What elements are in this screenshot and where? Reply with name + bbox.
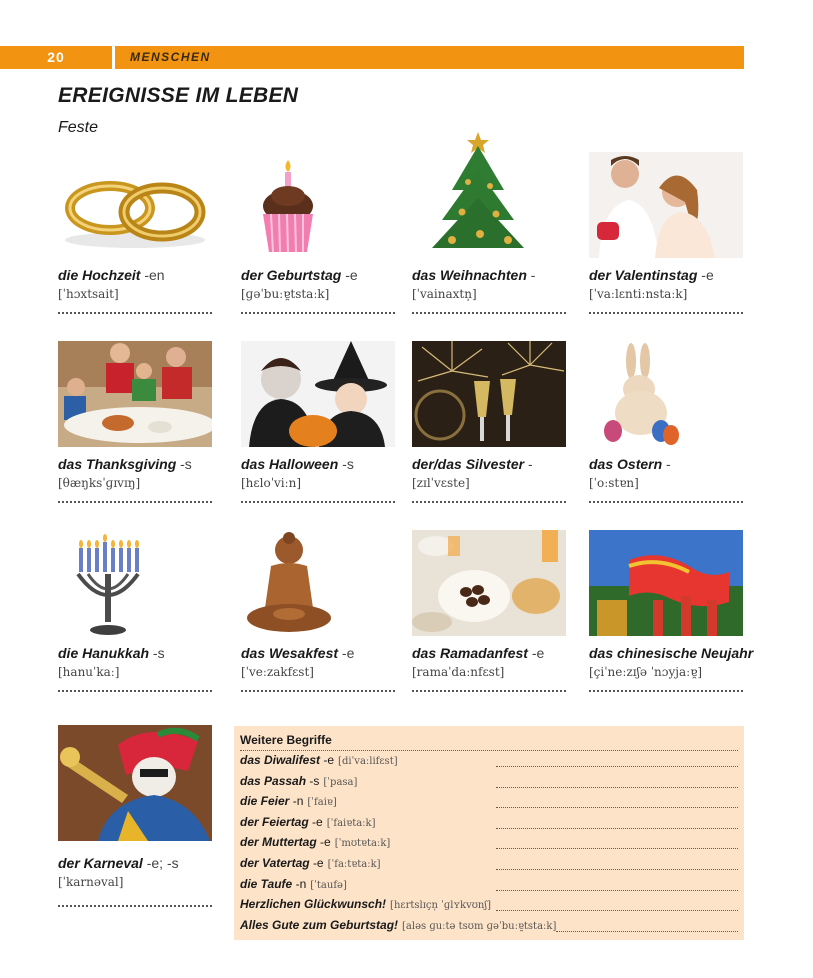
- term-label: das Weihnachten -: [412, 267, 536, 283]
- writing-line: [412, 501, 566, 503]
- vocab-row: das Passah -s [ˈpasa]: [240, 774, 738, 794]
- writing-line: [241, 312, 395, 314]
- writing-line: [496, 807, 738, 808]
- writing-line: [412, 312, 566, 314]
- ipa-label: [ɡəˈbuːɐ̯tstaːk]: [241, 287, 330, 301]
- term-label: das Ramadanfest -e: [412, 645, 545, 661]
- term-label: das Thanksgiving -s: [58, 456, 192, 472]
- vocab-row: die Taufe -n [ˈtaufə]: [240, 877, 738, 897]
- champagne-fireworks-image: [412, 341, 566, 447]
- family-dinner-image: [58, 341, 212, 447]
- writing-line: [412, 690, 566, 692]
- page-number: 20: [47, 49, 65, 65]
- ipa-label: [ramaˈdaːnfɛst]: [412, 665, 505, 679]
- vocab-row: Herzlichen Glückwunsch! [hɛrtslɪçn̩ ˈɡlʏkvʊnʃ]: [240, 897, 738, 917]
- halloween-kids-image: [241, 341, 395, 447]
- vocab-row: der Feiertag -e [ˈfaiɐtaːk]: [240, 815, 738, 835]
- page-title: EREIGNISSE IM LEBEN: [58, 84, 299, 107]
- ipa-label: [hɛloˈviːn]: [241, 476, 302, 490]
- couple-gift-image: [589, 152, 743, 258]
- writing-line: [589, 690, 743, 692]
- writing-line: [496, 848, 738, 849]
- page-subtitle: Feste: [58, 119, 99, 136]
- writing-line: [496, 787, 738, 788]
- term-label: der/das Silvester -: [412, 456, 533, 472]
- term-label: das Ostern -: [589, 456, 671, 472]
- vocab-row: Alles Gute zum Geburtstag! [aləs ɡuːtə tsʊm ɡəˈbuːɐ̯tstaːk]: [240, 918, 738, 938]
- ramadan-food-image: [412, 530, 566, 636]
- ipa-label: [ˈoːstɐn]: [589, 476, 639, 490]
- term-label: das Halloween -s: [241, 456, 354, 472]
- writing-line: [496, 766, 738, 767]
- term-label: die Hochzeit -en: [58, 267, 165, 283]
- writing-line: [58, 905, 212, 907]
- term-label: das chinesische Neujahr: [589, 645, 754, 661]
- writing-line: [496, 910, 738, 911]
- ipa-label: [zɪlˈvɛste]: [412, 476, 470, 490]
- ipa-label: [ˈveːzakfɛst]: [241, 665, 314, 679]
- vocab-row: der Vatertag -e [ˈfaːtɐtaːk]: [240, 856, 738, 876]
- vocab-row: die Feier -n [ˈfaiɐ]: [240, 794, 738, 814]
- wedding-rings-image: [58, 152, 212, 258]
- ipa-label: [θæŋksˈɡɪvɪŋ]: [58, 476, 141, 490]
- further-terms-box: [234, 726, 744, 940]
- term-label: der Geburtstag -e: [241, 267, 358, 283]
- ipa-label: [ˈhɔxtsait]: [58, 287, 119, 301]
- ipa-label: [hanuˈkaː]: [58, 665, 120, 679]
- term-label: die Hanukkah -s: [58, 645, 165, 661]
- writing-line: [241, 501, 395, 503]
- header-separator: [112, 46, 115, 69]
- vocab-row: der Muttertag -e [ˈmʊtɐtaːk]: [240, 835, 738, 855]
- writing-line: [556, 931, 738, 932]
- writing-line: [589, 312, 743, 314]
- menorah-image: [58, 530, 212, 636]
- term-label: der Karneval -e; -s: [58, 855, 179, 871]
- carnival-trumpeter-image: [58, 725, 212, 841]
- ipa-label: [ˈvainaxtn̩]: [412, 287, 477, 301]
- christmas-tree-image: [412, 130, 566, 258]
- term-label: das Wesakfest -e: [241, 645, 355, 661]
- writing-line: [496, 890, 738, 891]
- birthday-cupcake-image: [241, 152, 395, 258]
- ipa-label: [çiˈneːzɪʃə ˈnɔyjaːɐ̯]: [589, 665, 703, 679]
- buddha-statue-image: [241, 530, 395, 636]
- writing-line: [58, 690, 212, 692]
- term-label: der Valentinstag -e: [589, 267, 714, 283]
- writing-line: [241, 690, 395, 692]
- writing-line: [589, 501, 743, 503]
- ipa-label: [ˈvaːlɛntiːnstaːk]: [589, 287, 688, 301]
- vocab-row: das Diwalifest -e [diˈvaːlifɛst]: [240, 753, 738, 773]
- writing-line: [58, 312, 212, 314]
- writing-line: [496, 869, 738, 870]
- section-label: MENSCHEN: [130, 50, 211, 64]
- easter-bunny-image: [589, 341, 743, 447]
- ipa-label: [ˈkarnəval]: [58, 875, 124, 889]
- writing-line: [58, 501, 212, 503]
- further-terms-heading: Weitere Begriffe: [240, 733, 738, 751]
- writing-line: [496, 828, 738, 829]
- dragon-dance-image: [589, 530, 743, 636]
